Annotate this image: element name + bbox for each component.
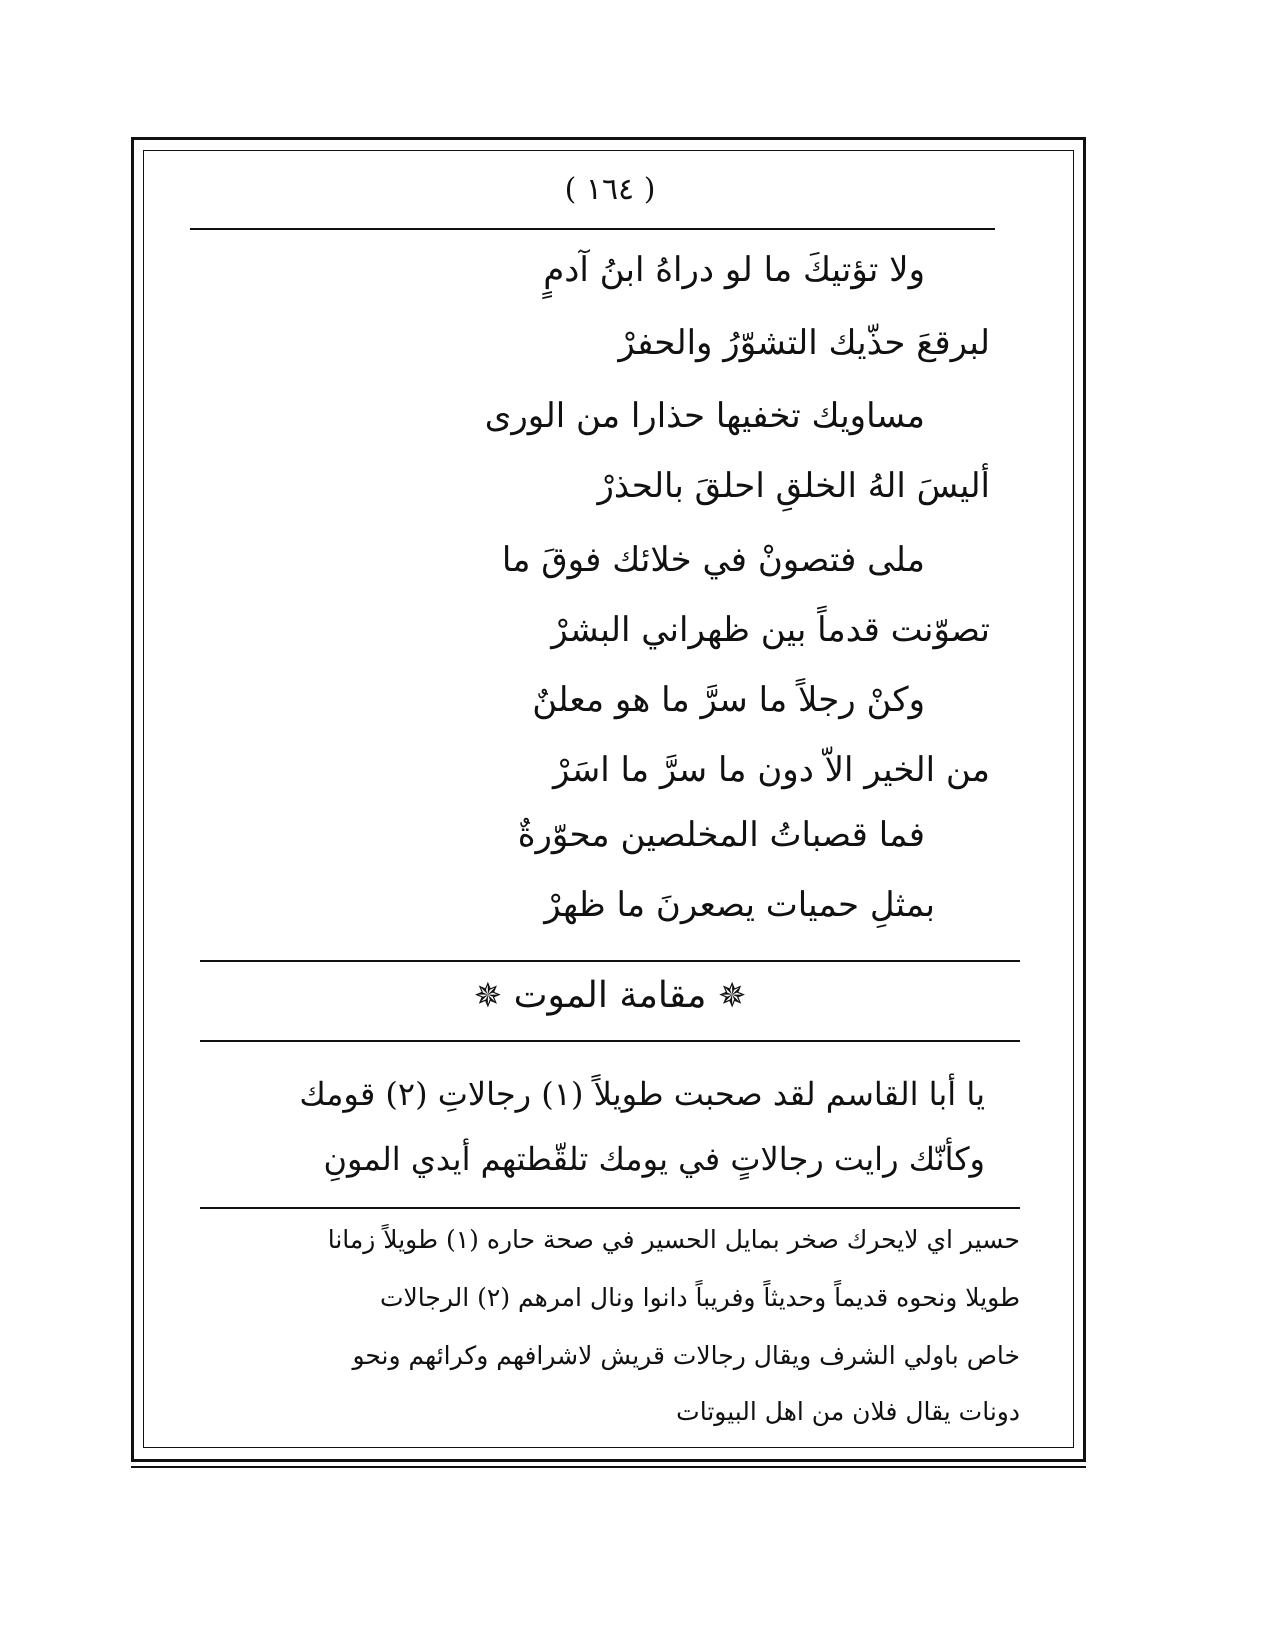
verse-line: مساويك تخفيها حذارا من الورى: [484, 396, 925, 436]
prose-line: وكأنّك رايت رجالاتٍ في يومك تلقّطتهم أيدي المونِ: [323, 1140, 985, 1178]
prose-line: يا أبا القاسم لقد صحبت طويلاً (١) رجالاتِ (٢) قومك: [299, 1075, 985, 1113]
footnote-line: خاص باولي الشرف ويقال رجالات قريش لاشرافهم وكرائهم ونحو: [352, 1341, 1020, 1370]
heading-top-rule: [200, 960, 1020, 962]
header-rule: [190, 228, 995, 230]
page-number: ( ١٦٤ ): [564, 172, 656, 207]
verse-line: ولا تؤتيكَ ما لو دراهُ ابنُ آدمٍ: [543, 250, 925, 290]
verse-line: من الخير الاّ دون ما سرَّ ما اسَرْ: [553, 750, 990, 790]
frame-bottom-rule: [131, 1466, 1086, 1468]
footnote-line: حسير اي لايحرك صخر بمايل الحسير في صحة حاره (١) طويلاً زمانا: [327, 1225, 1020, 1254]
verse-line: أليسَ الهُ الخلقِ احلقَ بالحذرْ: [597, 466, 990, 506]
verse-line: ملى فتصونْ في خلائك فوقَ ما: [501, 540, 925, 580]
heading-bottom-rule: [200, 1040, 1020, 1042]
verse-line: تصوّنت قدماً بين ظهراني البشرْ: [551, 610, 990, 650]
star-ornament-icon: ✵: [717, 976, 747, 1016]
section-title: مقامة الموت: [513, 975, 707, 1016]
section-heading: [200, 975, 1020, 1016]
footnote-line: طويلا ونحوه قديماً وحديثاً وفريباً دانوا ونال امرهم (٢) الرجالات: [379, 1283, 1020, 1312]
footnote-rule: [200, 1207, 1020, 1209]
verse-line: بمثلِ حميات يصعرنَ ما ظهرْ: [544, 885, 935, 925]
star-ornament-icon: ✵: [473, 976, 503, 1016]
verse-line: فما قصباتُ المخلصين محوّرةٌ: [517, 815, 925, 855]
footnote-line: دونات يقال فلان من اهل البيوتات: [676, 1397, 1020, 1426]
verse-line: وكنْ رجلاً ما سرَّ ما هو معلنٌ: [532, 680, 925, 720]
verse-line: لبرقعَ حذّيك التشوّرُ والحفرْ: [618, 323, 990, 363]
